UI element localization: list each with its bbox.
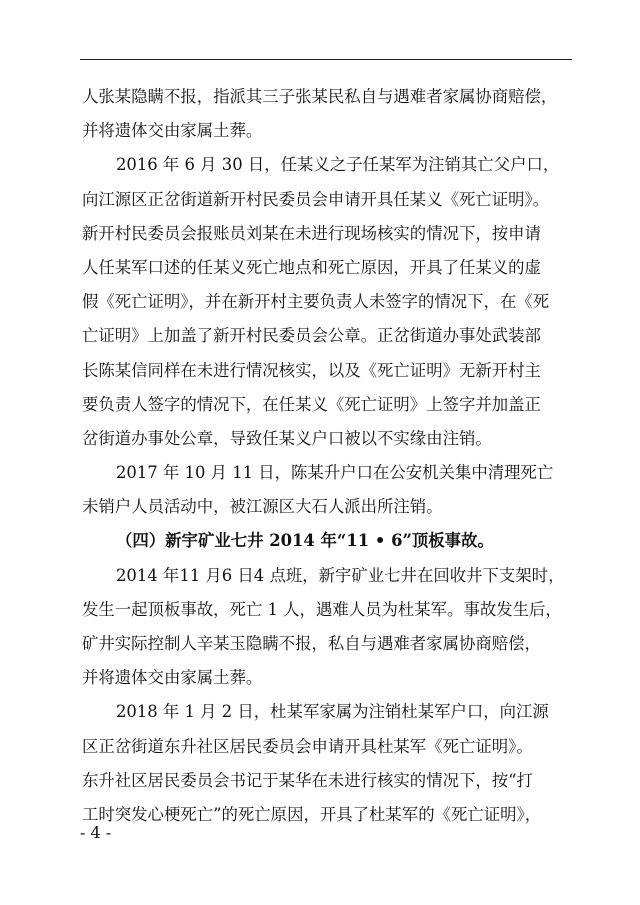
paragraph-line: 矿井实际控制人辛某玉隐瞒不报，私自与遇难者家属协商赔偿， <box>82 634 541 653</box>
paragraph-line: 未销户人员活动中，被江源区大石人派出所注销。 <box>82 497 443 517</box>
paragraph-line: 2018 年 1 月 2 日，杜某军家属为注销杜某军户口，向江源 <box>116 702 549 722</box>
header-rule <box>80 59 572 60</box>
body-text <box>82 80 572 832</box>
page-number: - 4 - <box>80 823 112 842</box>
paragraph-line: 长陈某信同样在未进行情况核实，以及《死亡证明》无新开村主 <box>82 360 541 380</box>
paragraph-line: 2014 年11 月6 日4 点班，新宇矿业七井在回收井下支架时， <box>116 565 565 585</box>
paragraph-line: 2016 年 6 月 30 日，任某义之子任某军为注销其亡父户口， <box>116 155 560 175</box>
paragraph-line: 发生一起顶板事故，死亡 1 人，遇难人员为杜某军。事故发生后， <box>82 599 562 619</box>
paragraph-line: 向江源区正岔街道新开村民委员会申请开具任某义《死亡证明》。 <box>82 189 550 209</box>
paragraph-line: 东升社区居民委员会书记于某华在未进行核实的情况下，按“打 <box>82 770 533 790</box>
paragraph-line: 亡证明》上加盖了新开村民委员会公章。正岔街道办事处武装部 <box>82 326 541 346</box>
paragraph-line: 假《死亡证明》，并在新开村主要负责人未签字的情况下，在《死 <box>82 292 550 312</box>
paragraph-line: 要负责人签字的情况下，在任某义《死亡证明》上签字并加盖正 <box>82 394 541 414</box>
paragraph-line: 人张某隐瞒不报，指派其三子张某民私自与遇难者家属协商赔偿， <box>82 87 558 106</box>
paragraph-line: 岔街道办事处公章，导致任某义户口被以不实缘由注销。 <box>82 428 492 448</box>
section-heading: （四）新宇矿业七井 2014 年“11 • 6”顶板事故。 <box>116 531 494 551</box>
paragraph-line: 并将遗体交由家属土葬。 <box>82 121 263 141</box>
paragraph-line: 新开村民委员会报账员刘某在未进行现场核实的情况下，按申请 <box>82 223 541 243</box>
paragraph-line: 工时突发心梗死亡”的死亡原因，开具了杜某军的《死亡证明》， <box>82 804 542 824</box>
paragraph-line: 并将遗体交由家属土葬。 <box>82 668 263 688</box>
paragraph-line: 人任某军口述的任某义死亡地点和死亡原因，开具了任某义的虚 <box>82 257 541 277</box>
paragraph-line: 2017 年 10 月 11 日，陈某升户口在公安机关集中清理死亡 <box>116 463 554 483</box>
paragraph-line: 区正岔街道东升社区居民委员会申请开具杜某军《死亡证明》。 <box>82 736 533 756</box>
